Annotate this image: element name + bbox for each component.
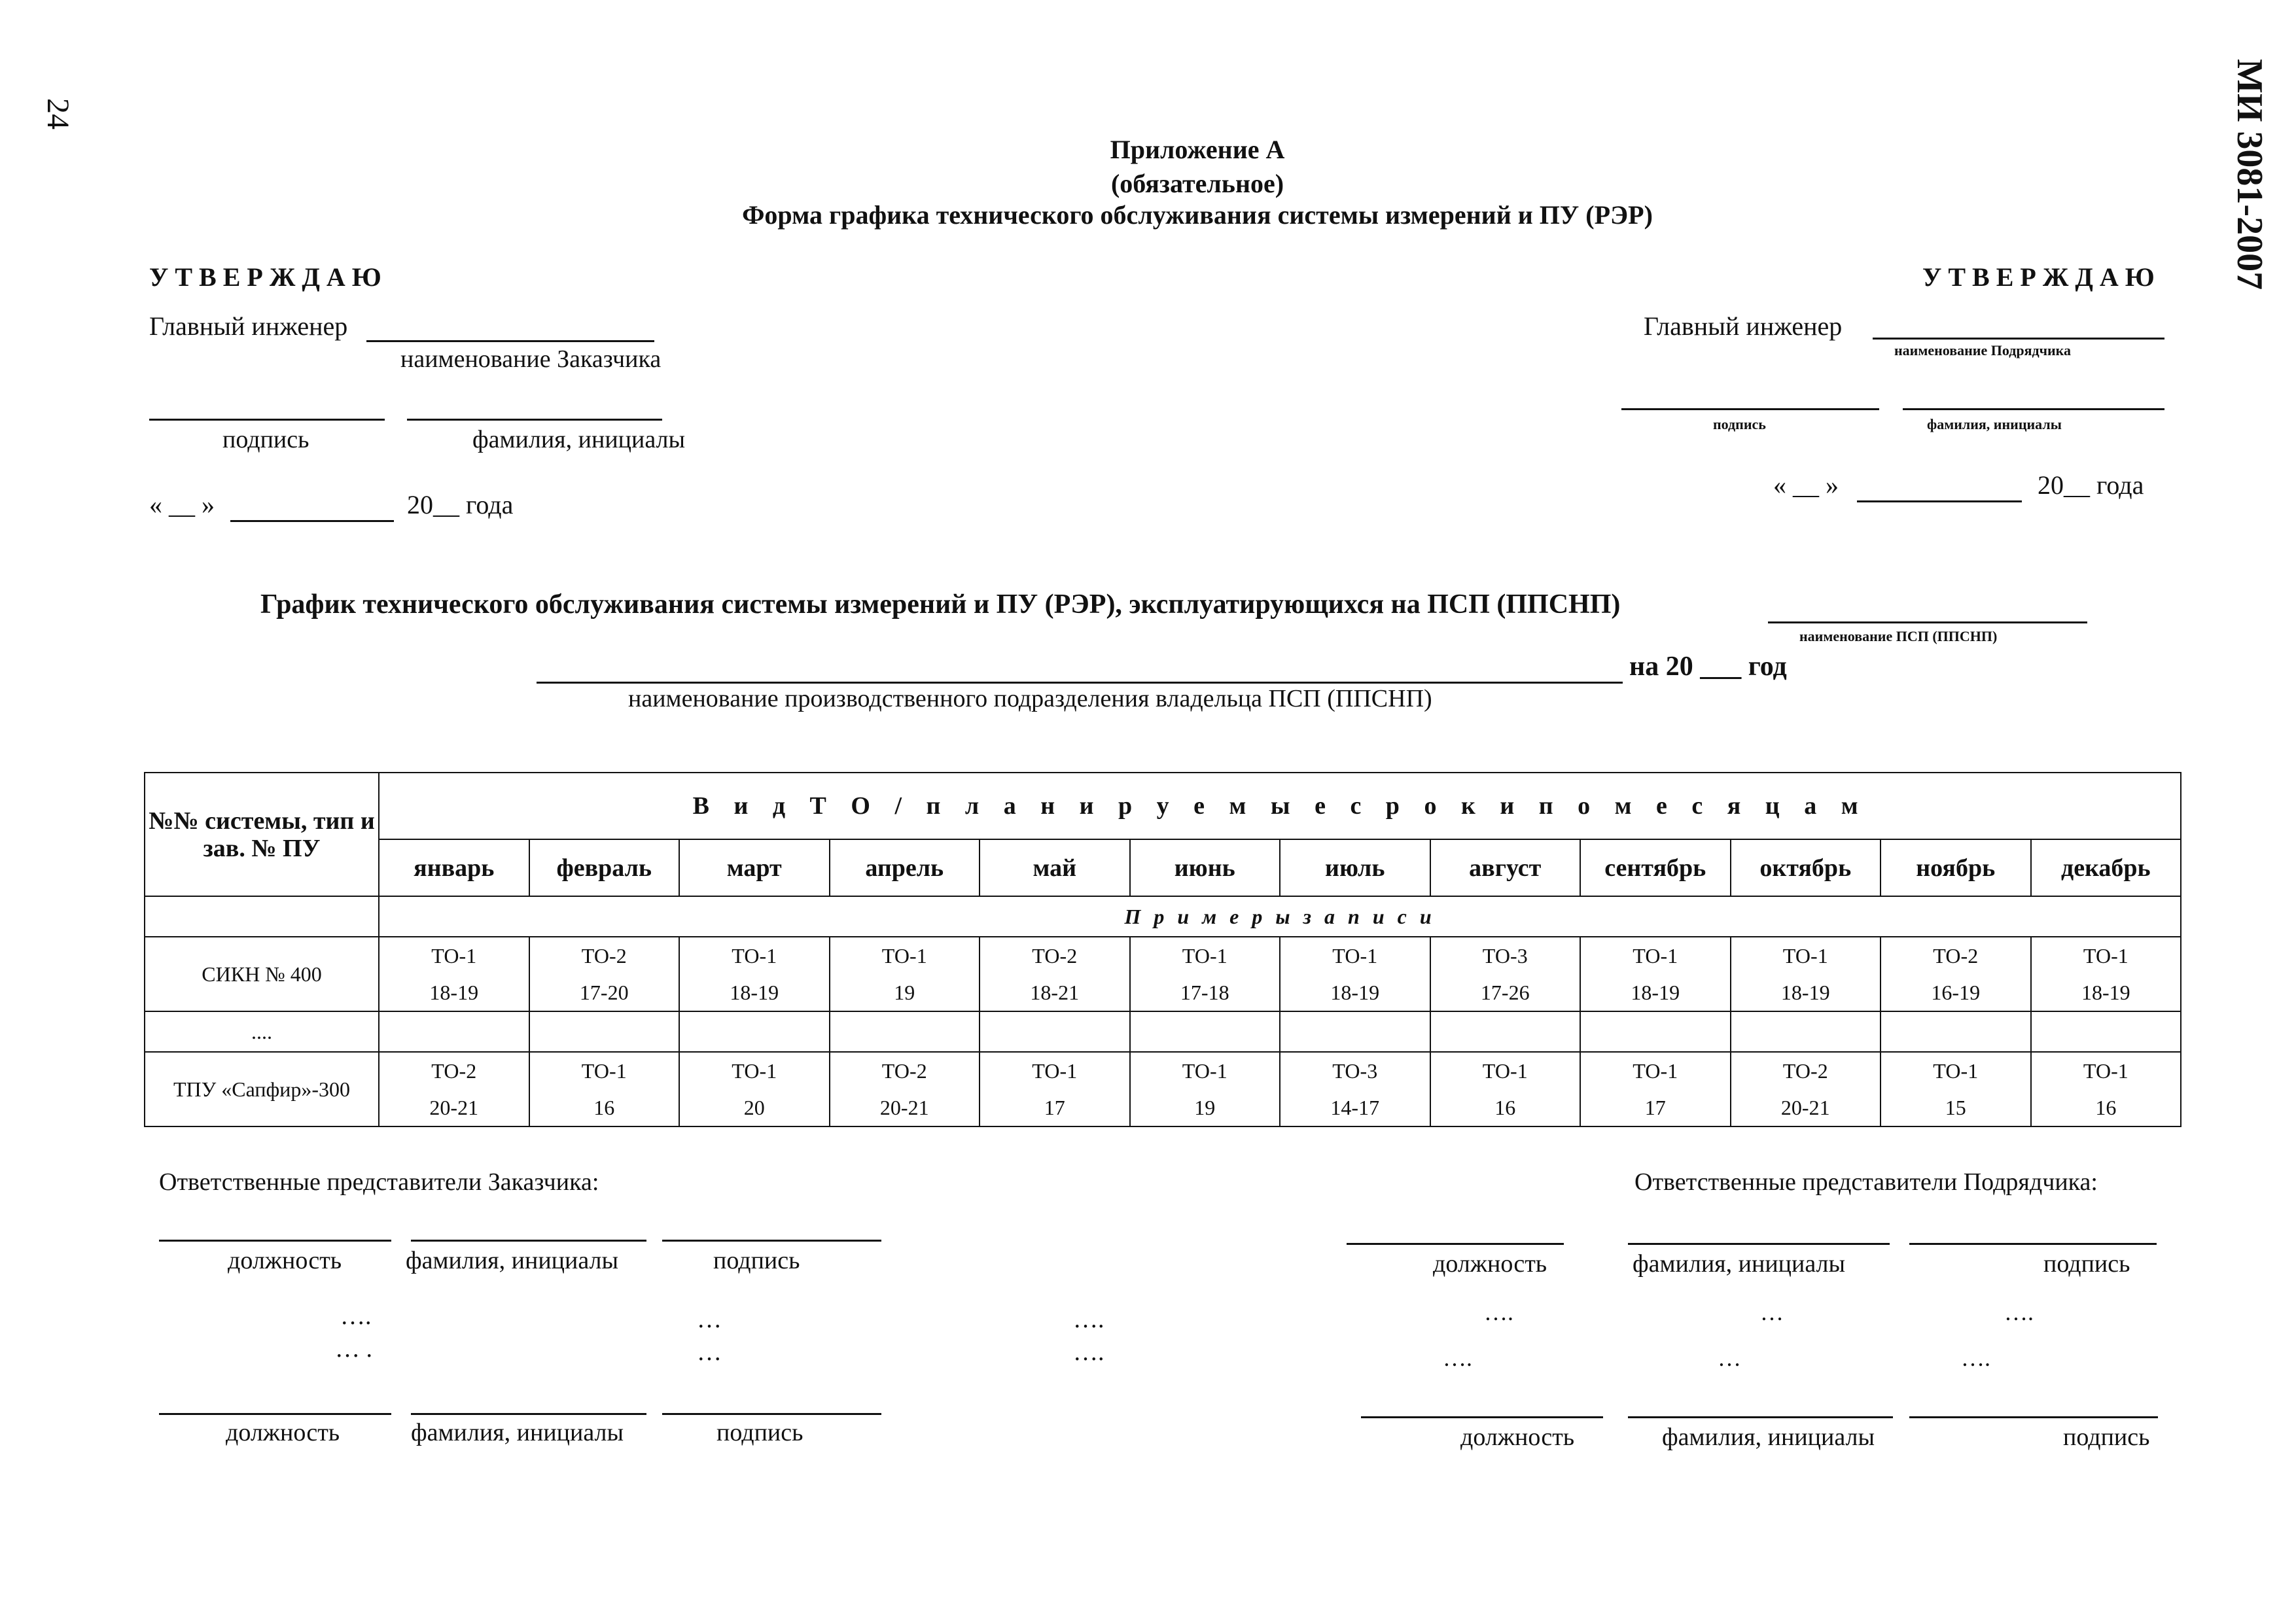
left-name-line-2	[411, 1413, 646, 1415]
left-date-year: 20__ года	[407, 490, 514, 519]
schedule-cell	[379, 937, 529, 1011]
to-type: ТО-1	[732, 1059, 777, 1083]
empty-cell	[2031, 1011, 2181, 1052]
schedule-cell	[379, 1052, 529, 1126]
to-days: 17-18	[1180, 981, 1229, 1004]
schedule-cell	[830, 1052, 980, 1126]
right-position-line-1	[1347, 1243, 1564, 1245]
examples-blank-cell	[145, 896, 379, 937]
division-line	[537, 682, 1623, 684]
contractor-reps-title: Ответственные представители Подрядчика:	[1634, 1168, 2098, 1196]
empty-cell	[679, 1011, 830, 1052]
schedule-cell	[1580, 937, 1731, 1011]
customer-caption: наименование Заказчика	[400, 345, 662, 373]
to-type: ТО-2	[1782, 1059, 1828, 1083]
system-column-header: №№ системы, тип и зав. № ПУ	[145, 773, 379, 896]
left-signature-caption: подпись	[222, 426, 309, 453]
left-name-caption-2: фамилия, инициалы	[411, 1419, 624, 1446]
middle-ellipsis-1: ….	[1073, 1306, 1104, 1333]
to-type: ТО-3	[1482, 944, 1528, 968]
to-type: ТО-1	[1633, 944, 1678, 968]
chief-engineer-left-label: Главный инженер	[149, 311, 348, 341]
month-header: май	[980, 839, 1130, 896]
schedule-cell	[1430, 937, 1581, 1011]
right-position-caption-2: должность	[1460, 1423, 1575, 1451]
to-type: ТО-2	[1933, 944, 1979, 968]
empty-cell	[980, 1011, 1130, 1052]
to-type: ТО-1	[881, 944, 927, 968]
schedule-cell	[1430, 1052, 1581, 1126]
appendix-mandatory: (обязательное)	[1110, 169, 1284, 198]
to-type: ТО-2	[581, 944, 627, 968]
to-days: 16	[593, 1096, 615, 1119]
to-days: 20-21	[879, 1096, 929, 1119]
to-days: 18-19	[730, 981, 779, 1004]
to-type: ТО-1	[2083, 1059, 2128, 1083]
empty-cell	[830, 1011, 980, 1052]
to-type: ТО-1	[1482, 1059, 1528, 1083]
right-date-day: « __ »	[1773, 470, 1839, 500]
to-type: ТО-1	[1182, 1059, 1227, 1083]
empty-cell	[1280, 1011, 1430, 1052]
month-header: июль	[1280, 839, 1430, 896]
to-type: ТО-1	[1032, 1059, 1078, 1083]
to-type: ТО-1	[732, 944, 777, 968]
to-days: 17	[1644, 1096, 1666, 1119]
schedule-cell	[1280, 937, 1430, 1011]
to-type: ТО-2	[881, 1059, 927, 1083]
schedule-cell	[2031, 1052, 2181, 1126]
left-ellipsis-3: …	[697, 1306, 722, 1333]
right-signature-line-1	[1909, 1243, 2157, 1245]
schedule-group-header: В и д Т О / п л а н и р у е м ы е с р о к и п о м е с я ц а м	[379, 773, 2181, 839]
right-signature-caption-2: подпись	[2063, 1423, 2150, 1451]
right-date-year: 20__ года	[2038, 470, 2144, 500]
table-row-ellipsis	[145, 1011, 2181, 1052]
schedule-cell	[679, 1052, 830, 1126]
maintenance-schedule-table	[144, 772, 2181, 1127]
schedule-cell	[1580, 1052, 1731, 1126]
examples-label: П р и м е р ы з а п и с и	[379, 896, 2181, 937]
right-ellipsis-5: …	[1718, 1345, 1741, 1371]
system-name-cell: ТПУ «Сапфир»-300	[145, 1052, 379, 1126]
right-signature-caption: подпись	[1713, 416, 1766, 432]
month-header: январь	[379, 839, 529, 896]
document-code: МИ 3081-2007	[2229, 59, 2270, 290]
schedule-cell	[529, 1052, 680, 1126]
month-header: декабрь	[2031, 839, 2181, 896]
to-type: ТО-1	[1182, 944, 1227, 968]
left-ellipsis-4: …	[697, 1338, 722, 1366]
to-days: 18-19	[1780, 981, 1830, 1004]
left-name-line-1	[411, 1240, 646, 1242]
schedule-cell	[679, 937, 830, 1011]
month-header: август	[1430, 839, 1581, 896]
division-caption: наименование производственного подразделения владельца ПСП (ППСНП)	[628, 685, 1432, 712]
to-days: 17-20	[579, 981, 629, 1004]
schedule-cell	[1881, 1052, 2031, 1126]
left-signature-line-2	[662, 1413, 881, 1415]
to-type: ТО-1	[1933, 1059, 1979, 1083]
to-days: 20-21	[1780, 1096, 1830, 1119]
left-position-caption-1: должность	[228, 1247, 342, 1274]
schedule-cell	[1881, 937, 2031, 1011]
right-name-caption-2: фамилия, инициалы	[1662, 1423, 1875, 1451]
right-position-line-2	[1361, 1416, 1603, 1418]
customer-reps-title: Ответственные представители Заказчика:	[159, 1168, 599, 1196]
month-header: ноябрь	[1881, 839, 2031, 896]
left-name-caption: фамилия, инициалы	[472, 426, 686, 453]
to-type: ТО-1	[1633, 1059, 1678, 1083]
form-title: Форма графика технического обслуживания системы измерений и ПУ (РЭР)	[742, 200, 1653, 230]
middle-ellipsis-2: ….	[1073, 1338, 1104, 1366]
to-days: 15	[1945, 1096, 1966, 1119]
schedule-cell	[980, 937, 1130, 1011]
schedule-cell	[1731, 937, 1881, 1011]
to-days: 17	[1044, 1096, 1065, 1119]
left-date-day: « __ »	[149, 490, 215, 519]
system-name-cell: СИКН № 400	[145, 937, 379, 1011]
empty-cell	[1430, 1011, 1581, 1052]
right-ellipsis-4: ….	[1443, 1345, 1472, 1371]
to-days: 18-19	[429, 981, 479, 1004]
page-number: 24	[41, 98, 75, 130]
right-ellipsis-1: ….	[1484, 1299, 1513, 1325]
left-ellipsis-1: ….	[340, 1302, 372, 1330]
approve-right-heading: У Т В Е Р Ж Д А Ю	[1922, 262, 2155, 292]
right-position-caption-1: должность	[1433, 1250, 1547, 1278]
schedule-cell	[980, 1052, 1130, 1126]
month-header: июнь	[1130, 839, 1280, 896]
chief-engineer-right-label: Главный инженер	[1644, 311, 1843, 341]
right-name-line-2	[1628, 1416, 1893, 1418]
right-name-line	[1903, 408, 2164, 410]
right-signature-line-2	[1909, 1416, 2158, 1418]
right-name-caption: фамилия, инициалы	[1927, 416, 2062, 432]
left-name-caption-1: фамилия, инициалы	[406, 1247, 619, 1274]
left-signature-caption-2: подпись	[716, 1419, 804, 1446]
to-type: ТО-2	[431, 1059, 477, 1083]
schedule-cell	[2031, 937, 2181, 1011]
to-days: 16	[1494, 1096, 1516, 1119]
schedule-cell	[1130, 1052, 1280, 1126]
empty-cell	[379, 1011, 529, 1052]
appendix-title: Приложение А	[1110, 135, 1285, 164]
to-days: 18-19	[2081, 981, 2130, 1004]
right-ellipsis-2: …	[1760, 1299, 1784, 1325]
to-type: ТО-1	[581, 1059, 627, 1083]
customer-name-line	[366, 340, 654, 342]
left-signature-line	[149, 419, 385, 421]
table-row	[145, 1052, 2181, 1126]
right-ellipsis-3: ….	[2004, 1299, 2034, 1325]
left-signature-caption-1: подпись	[713, 1247, 800, 1274]
to-type: ТО-1	[1782, 944, 1828, 968]
left-position-caption-2: должность	[226, 1419, 340, 1446]
to-days: 18-19	[1631, 981, 1680, 1004]
empty-cell	[1731, 1011, 1881, 1052]
to-days: 20	[743, 1096, 765, 1119]
ellipsis-cell: ....	[145, 1011, 379, 1052]
empty-cell	[1580, 1011, 1731, 1052]
month-header: март	[679, 839, 830, 896]
schedule-cell	[1731, 1052, 1881, 1126]
left-signature-line-1	[662, 1240, 881, 1242]
month-header: февраль	[529, 839, 680, 896]
right-name-caption-1: фамилия, инициалы	[1633, 1250, 1846, 1278]
empty-cell	[1130, 1011, 1280, 1052]
to-days: 17-26	[1480, 981, 1530, 1004]
year-label: на 20 ___ год	[1629, 652, 1787, 682]
empty-cell	[1881, 1011, 2031, 1052]
to-days: 16-19	[1931, 981, 1981, 1004]
to-days: 14-17	[1330, 1096, 1380, 1119]
to-type: ТО-1	[2083, 944, 2128, 968]
to-type: ТО-1	[431, 944, 477, 968]
to-days: 20-21	[429, 1096, 479, 1119]
right-ellipsis-6: ….	[1961, 1345, 1990, 1371]
contractor-name-line	[1873, 338, 2164, 340]
left-name-line	[407, 419, 662, 421]
left-position-line-1	[159, 1240, 391, 1242]
to-days: 19	[1194, 1096, 1216, 1119]
contractor-caption: наименование Подрядчика	[1894, 342, 2072, 358]
right-name-line-1	[1628, 1243, 1890, 1245]
schedule-cell	[529, 937, 680, 1011]
month-header: сентябрь	[1580, 839, 1731, 896]
to-type: ТО-2	[1032, 944, 1078, 968]
to-days: 18-19	[1330, 981, 1380, 1004]
empty-cell	[529, 1011, 680, 1052]
approve-left-heading: У Т В Е Р Ж Д А Ю	[149, 262, 381, 292]
schedule-cell	[1280, 1052, 1430, 1126]
schedule-cell	[1130, 937, 1280, 1011]
to-type: ТО-3	[1332, 1059, 1378, 1083]
right-signature-caption-1: подпись	[2043, 1250, 2130, 1278]
left-date-month-line	[230, 520, 394, 522]
month-header: апрель	[830, 839, 980, 896]
left-position-line-2	[159, 1413, 391, 1415]
schedule-title: График технического обслуживания системы измерений и ПУ (РЭР), эксплуатирующихся на ПСП (ППСНП)	[260, 589, 1621, 620]
to-days: 19	[894, 981, 915, 1004]
right-date-month-line	[1857, 500, 2022, 502]
schedule-cell	[830, 937, 980, 1011]
table-row	[145, 937, 2181, 1011]
to-type: ТО-1	[1332, 944, 1378, 968]
left-ellipsis-2: … .	[335, 1335, 372, 1363]
to-days: 16	[2095, 1096, 2117, 1119]
right-signature-line	[1621, 408, 1879, 410]
month-header: октябрь	[1731, 839, 1881, 896]
to-days: 18-21	[1030, 981, 1080, 1004]
psp-caption: наименование ПСП (ППСНП)	[1799, 628, 1998, 644]
psp-name-line	[1768, 621, 2087, 623]
